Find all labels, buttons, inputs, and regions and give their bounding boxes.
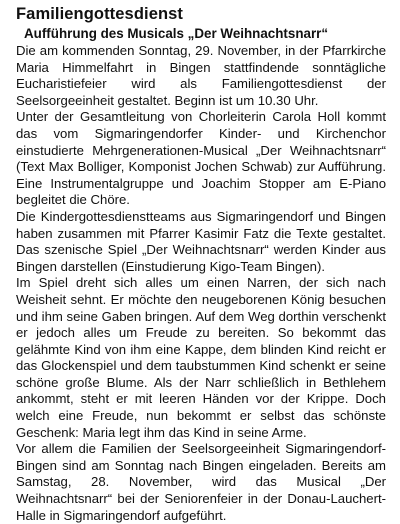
- paragraph-invitation: Vor allem die Familien der Seelsorgeeinheit Sigmaringendorf-Bingen sind am Sonntag nach Bingen eingeladen. Bereits am Samstag, 28. November, wird das Musical „Der Weihnachtsnarr“ bei der Seniorenfeier in der Donau-Lauchert-Halle in Sigmaringendorf aufgeführt.: [16, 441, 386, 523]
- paragraph-service-announcement: Die am kommenden Sonntag, 29. November, in der Pfarrkirche Maria Himmelfahrt in Bingen stattfindende sonntägliche Eucharistiefeier wird als Familiengottesdienst der Seelsorgeeinheit gestaltet. Beginn ist um 10.30 Uhr.: [16, 43, 386, 108]
- paragraph-musical-performance: Unter der Gesamtleitung von Chorleiterin Carola Holl kommt das vom Sigmaringendorfer Kinder- und Kirchenchor einstudierte Mehrgenerationen-Musical „Der Weihnachtsnarr“ (Text Max Bolliger, Komponist Jochen Schwab) zur Aufführung. Eine Instrumentalgruppe und Joachim Stopper am E-Piano begleitet die Chöre.: [16, 109, 386, 208]
- newspaper-article: [16, 3, 386, 523]
- paragraph-story-summary: Im Spiel dreht sich alles um einen Narren, der sich nach Weisheit sehnt. Er möchte den neugeborenen König besuchen und ihm seine Gaben bringen. Auf dem Weg dorthin verschenkt er jedoch alles um Freude zu bereiten. So bekommt das gelähmte Kind von ihm eine Kappe, dem blinden Kind reicht er das Glockenspiel und dem taubstummen Kind schenkt er seine schöne große Blume. Als der Narr schließlich in Bethlehem ankommt, steht er mit leeren Händen vor der Krippe. Doch welch eine Freude, nun bekommt er selbst das schönste Geschenk: Maria legt ihm das Kind in seine Arme.: [16, 275, 386, 440]
- paragraph-childrens-play: Die Kindergottesdienstteams aus Sigmaringendorf und Bingen haben zusammen mit Pfarrer Kasimir Fatz die Texte gestaltet. Das szenische Spiel „Der Weihnachtsnarr“ werden Kinder aus Bingen darstellen (Einstudierung Kigo-Team Bingen).: [16, 208, 386, 274]
- article-title: Familiengottesdienst: [16, 5, 184, 23]
- article-subtitle: Aufführung des Musicals „Der Weihnachtsnarr“: [24, 26, 329, 41]
